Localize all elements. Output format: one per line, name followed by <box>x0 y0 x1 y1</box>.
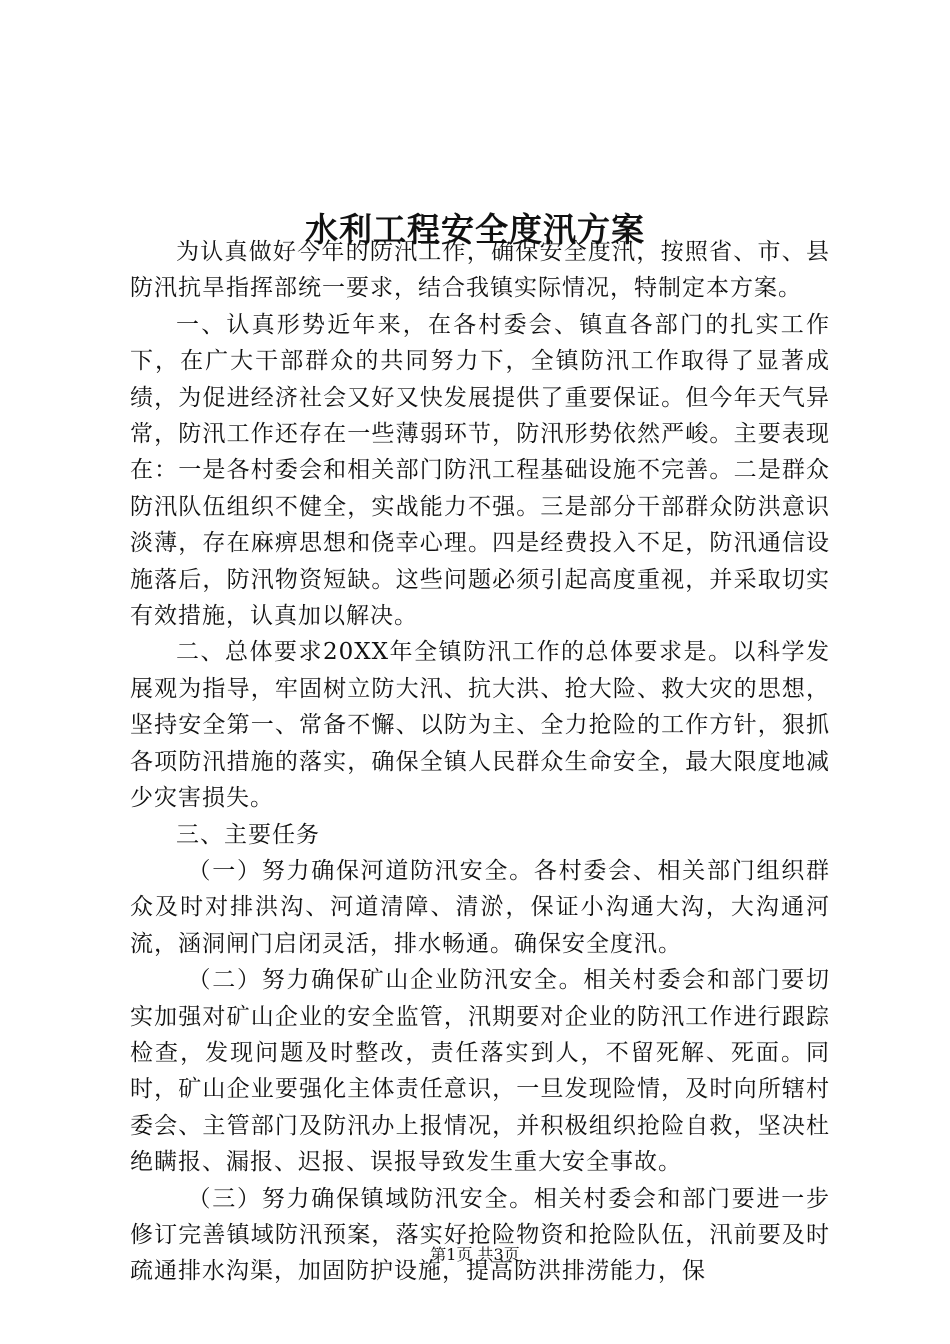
paragraph-requirements: 二、总体要求20XX年全镇防汛工作的总体要求是。以科学发展观为指导，牢固树立防大汛、抗大洪、抢大险、救大灾的思想，坚持安全第一、常备不懈、以防为主、全力抢险的工作方针，狠抓各项防汛措施的落实，确保全镇人民群众生命安全，最大限度地减少灾害损失。 <box>130 639 830 812</box>
paragraph-intro: 为认真做好今年的防汛工作，确保安全度汛，按照省、市、县防汛抗旱指挥部统一要求，结合我镇实际情况，特制定本方案。 <box>130 239 830 302</box>
paragraph-task-3: （三）努力确保镇域防汛安全。相关村委会和部门要进一步修订完善镇域防汛预案，落实好抢险物资和抢险队伍，汛前要及时疏通排水沟渠，加固防护设施，提高防洪排涝能力，保 <box>130 1185 830 1285</box>
document-title: 水利工程安全度汛方案 <box>305 210 645 250</box>
paragraph-task-1: （一）努力确保河道防汛安全。各村委会、相关部门组织群众及时对排洪沟、河道清障、清淤，保证小沟通大沟，大沟通河流，涵洞闸门启闭灵活，排水畅通。确保安全度汛。 <box>130 857 830 957</box>
page-number: 第1页 共3页 <box>430 1245 520 1264</box>
paragraph-situation: 一、认真形势近年来，在各村委会、镇直各部门的扎实工作下，在广大干部群众的共同努力下，全镇防汛工作取得了显著成绩，为促进经济社会又好又快发展提供了重要保证。但今年天气异常，防汛工作还存在一些薄弱环节，防汛形势依然严峻。主要表现在：一是各村委会和相关部门防汛工程基础设施不完善。二是群众防汛队伍组织不健全，实战能力不强。三是部分干部群众防洪意识淡薄，存在麻痹思想和侥幸心理。四是经费投入不足，防汛通信设施落后，防汛物资短缺。这些问题必须引起高度重视，并采取切实有效措施，认真加以解决。 <box>130 311 830 630</box>
paragraph-task-2: （二）努力确保矿山企业防汛安全。相关村委会和部门要切实加强对矿山企业的安全监管，汛期要对企业的防汛工作进行跟踪检查，发现问题及时整改，责任落实到人，不留死解、死面。同时，矿山企业要强化主体责任意识，一旦发现险情，及时向所辖村委会、主管部门及防汛办上报情况，并积极组织抢险自救，坚决杜绝瞒报、漏报、迟报、误报导致发生重大安全事故。 <box>130 967 830 1176</box>
document-body <box>130 234 830 1290</box>
section-heading-tasks: 三、主要任务 <box>176 821 320 848</box>
